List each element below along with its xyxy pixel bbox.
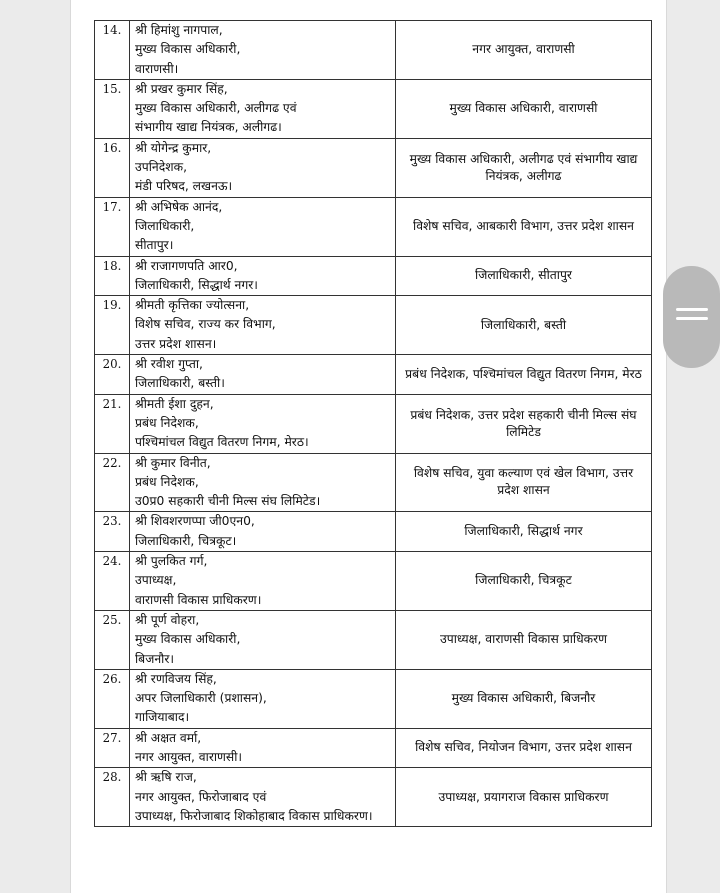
posting-line: श्री कुमार विनीत, bbox=[135, 455, 211, 470]
posting-line: संभागीय खाद्य नियंत्रक, अलीगढ। bbox=[135, 120, 282, 135]
table-row bbox=[95, 355, 652, 395]
posting-line: नगर आयुक्त, फिरोजाबाद एवं bbox=[135, 789, 267, 804]
new-posting: विशेष सचिव, आबकारी विभाग, उत्तर प्रदेश शासन bbox=[396, 197, 652, 256]
table-row bbox=[95, 453, 652, 512]
officer-current-posting bbox=[130, 669, 396, 728]
table-row bbox=[95, 728, 652, 768]
posting-line: उपाध्यक्ष, फिरोजाबाद शिकोहाबाद विकास प्राधिकरण। bbox=[135, 808, 373, 823]
posting-line: जिलाधिकारी, बस्ती। bbox=[135, 376, 225, 391]
officer-current-posting bbox=[130, 197, 396, 256]
serial-number: 19. bbox=[95, 296, 130, 355]
posting-line: श्री शिवशरणप्पा जी0एन0, bbox=[135, 514, 255, 529]
officer-current-posting bbox=[130, 768, 396, 827]
table-row bbox=[95, 512, 652, 552]
serial-number: 28. bbox=[95, 768, 130, 827]
serial-number: 27. bbox=[95, 728, 130, 768]
serial-number: 26. bbox=[95, 669, 130, 728]
serial-number: 17. bbox=[95, 197, 130, 256]
table-row bbox=[95, 256, 652, 296]
officer-current-posting bbox=[130, 610, 396, 669]
officer-current-posting bbox=[130, 21, 396, 80]
posting-line: जिलाधिकारी, bbox=[135, 218, 195, 233]
new-posting: मुख्य विकास अधिकारी, बिजनौर bbox=[396, 669, 652, 728]
officer-current-posting bbox=[130, 256, 396, 296]
posting-line: उ0प्र0 सहकारी चीनी मिल्स संघ लिमिटेड। bbox=[135, 494, 321, 509]
officer-current-posting bbox=[130, 453, 396, 512]
new-posting: मुख्य विकास अधिकारी, वाराणसी bbox=[396, 79, 652, 138]
posting-line: श्री प्रखर कुमार सिंह, bbox=[135, 81, 228, 96]
serial-number: 22. bbox=[95, 453, 130, 512]
posting-line: जिलाधिकारी, सिद्धार्थ नगर। bbox=[135, 277, 258, 292]
posting-line: श्री राजागणपति आर0, bbox=[135, 258, 238, 273]
serial-number: 14. bbox=[95, 21, 130, 80]
officer-current-posting bbox=[130, 728, 396, 768]
posting-line: श्रीमती ईशा दुहन, bbox=[135, 396, 214, 411]
new-posting: नगर आयुक्त, वाराणसी bbox=[396, 21, 652, 80]
serial-number: 24. bbox=[95, 552, 130, 611]
posting-line: नगर आयुक्त, वाराणसी। bbox=[135, 749, 243, 764]
table-row bbox=[95, 21, 652, 80]
posting-line: गाजियाबाद। bbox=[135, 710, 190, 725]
new-posting: विशेष सचिव, नियोजन विभाग, उत्तर प्रदेश शासन bbox=[396, 728, 652, 768]
new-posting: जिलाधिकारी, सीतापुर bbox=[396, 256, 652, 296]
posting-line: श्री पूर्ण वोहरा, bbox=[135, 612, 200, 627]
new-posting: जिलाधिकारी, सिद्धार्थ नगर bbox=[396, 512, 652, 552]
serial-number: 16. bbox=[95, 138, 130, 197]
drag-handle-icon bbox=[676, 308, 708, 324]
table-row bbox=[95, 552, 652, 611]
officer-current-posting bbox=[130, 512, 396, 552]
new-posting: प्रबंध निदेशक, पश्चिमांचल विद्युत वितरण निगम, मेरठ bbox=[396, 355, 652, 395]
posting-line: श्री ऋषि राज, bbox=[135, 770, 197, 785]
serial-number: 15. bbox=[95, 79, 130, 138]
new-posting: विशेष सचिव, युवा कल्याण एवं खेल विभाग, उत्तर प्रदेश शासन bbox=[396, 453, 652, 512]
posting-line: वाराणसी। bbox=[135, 61, 179, 76]
serial-number: 21. bbox=[95, 394, 130, 453]
posting-line: प्रबंध निदेशक, bbox=[135, 415, 199, 430]
posting-line: श्री योगेन्द्र कुमार, bbox=[135, 140, 212, 155]
posting-line: उपाध्यक्ष, bbox=[135, 573, 177, 588]
new-posting: उपाध्यक्ष, प्रयागराज विकास प्राधिकरण bbox=[396, 768, 652, 827]
new-posting: मुख्य विकास अधिकारी, अलीगढ एवं संभागीय खाद्य नियंत्रक, अलीगढ bbox=[396, 138, 652, 197]
officer-current-posting bbox=[130, 296, 396, 355]
posting-line: श्री अक्षत वर्मा, bbox=[135, 730, 202, 745]
transfer-table-body bbox=[95, 21, 652, 827]
new-posting: जिलाधिकारी, चित्रकूट bbox=[396, 552, 652, 611]
posting-line: प्रबंध निदेशक, bbox=[135, 474, 199, 489]
table-row bbox=[95, 79, 652, 138]
posting-line: बिजनौर। bbox=[135, 651, 175, 666]
posting-line: अपर जिलाधिकारी (प्रशासन), bbox=[135, 691, 267, 706]
scroll-handle[interactable] bbox=[663, 266, 720, 368]
posting-line: सीतापुर। bbox=[135, 238, 174, 253]
posting-line: उपनिदेशक, bbox=[135, 160, 187, 175]
posting-line: मुख्य विकास अधिकारी, अलीगढ एवं bbox=[135, 101, 297, 116]
table-row bbox=[95, 138, 652, 197]
table-row bbox=[95, 296, 652, 355]
posting-line: श्री हिमांशु नागपाल, bbox=[135, 23, 223, 37]
posting-line: श्रीमती कृत्तिका ज्योत्सना, bbox=[135, 298, 250, 313]
posting-line: श्री पुलकित गर्ग, bbox=[135, 554, 208, 569]
posting-line: मंडी परिषद, लखनऊ। bbox=[135, 179, 233, 194]
officer-current-posting bbox=[130, 79, 396, 138]
serial-number: 18. bbox=[95, 256, 130, 296]
posting-line: उत्तर प्रदेश शासन। bbox=[135, 336, 217, 351]
new-posting: प्रबंध निदेशक, उत्तर प्रदेश सहकारी चीनी मिल्स संघ लिमिटेड bbox=[396, 394, 652, 453]
table-row bbox=[95, 394, 652, 453]
transfer-table bbox=[94, 20, 652, 827]
posting-line: श्री रणविजय सिंह, bbox=[135, 671, 217, 686]
serial-number: 25. bbox=[95, 610, 130, 669]
posting-line: पश्चिमांचल विद्युत वितरण निगम, मेरठ। bbox=[135, 435, 309, 450]
officer-current-posting bbox=[130, 355, 396, 395]
posting-line: श्री रवीश गुप्ता, bbox=[135, 357, 203, 372]
table-row bbox=[95, 610, 652, 669]
posting-line: श्री अभिषेक आनंद, bbox=[135, 199, 223, 214]
posting-line: मुख्य विकास अधिकारी, bbox=[135, 632, 241, 647]
table-row bbox=[95, 669, 652, 728]
posting-line: जिलाधिकारी, चित्रकूट। bbox=[135, 533, 237, 548]
serial-number: 20. bbox=[95, 355, 130, 395]
new-posting: उपाध्यक्ष, वाराणसी विकास प्राधिकरण bbox=[396, 610, 652, 669]
officer-current-posting bbox=[130, 138, 396, 197]
document-page bbox=[70, 0, 667, 893]
officer-current-posting bbox=[130, 552, 396, 611]
posting-line: वाराणसी विकास प्राधिकरण। bbox=[135, 592, 262, 607]
serial-number: 23. bbox=[95, 512, 130, 552]
new-posting: जिलाधिकारी, बस्ती bbox=[396, 296, 652, 355]
table-row bbox=[95, 197, 652, 256]
posting-line: विशेष सचिव, राज्य कर विभाग, bbox=[135, 317, 276, 332]
officer-current-posting bbox=[130, 394, 396, 453]
table-row bbox=[95, 768, 652, 827]
posting-line: मुख्य विकास अधिकारी, bbox=[135, 42, 241, 57]
